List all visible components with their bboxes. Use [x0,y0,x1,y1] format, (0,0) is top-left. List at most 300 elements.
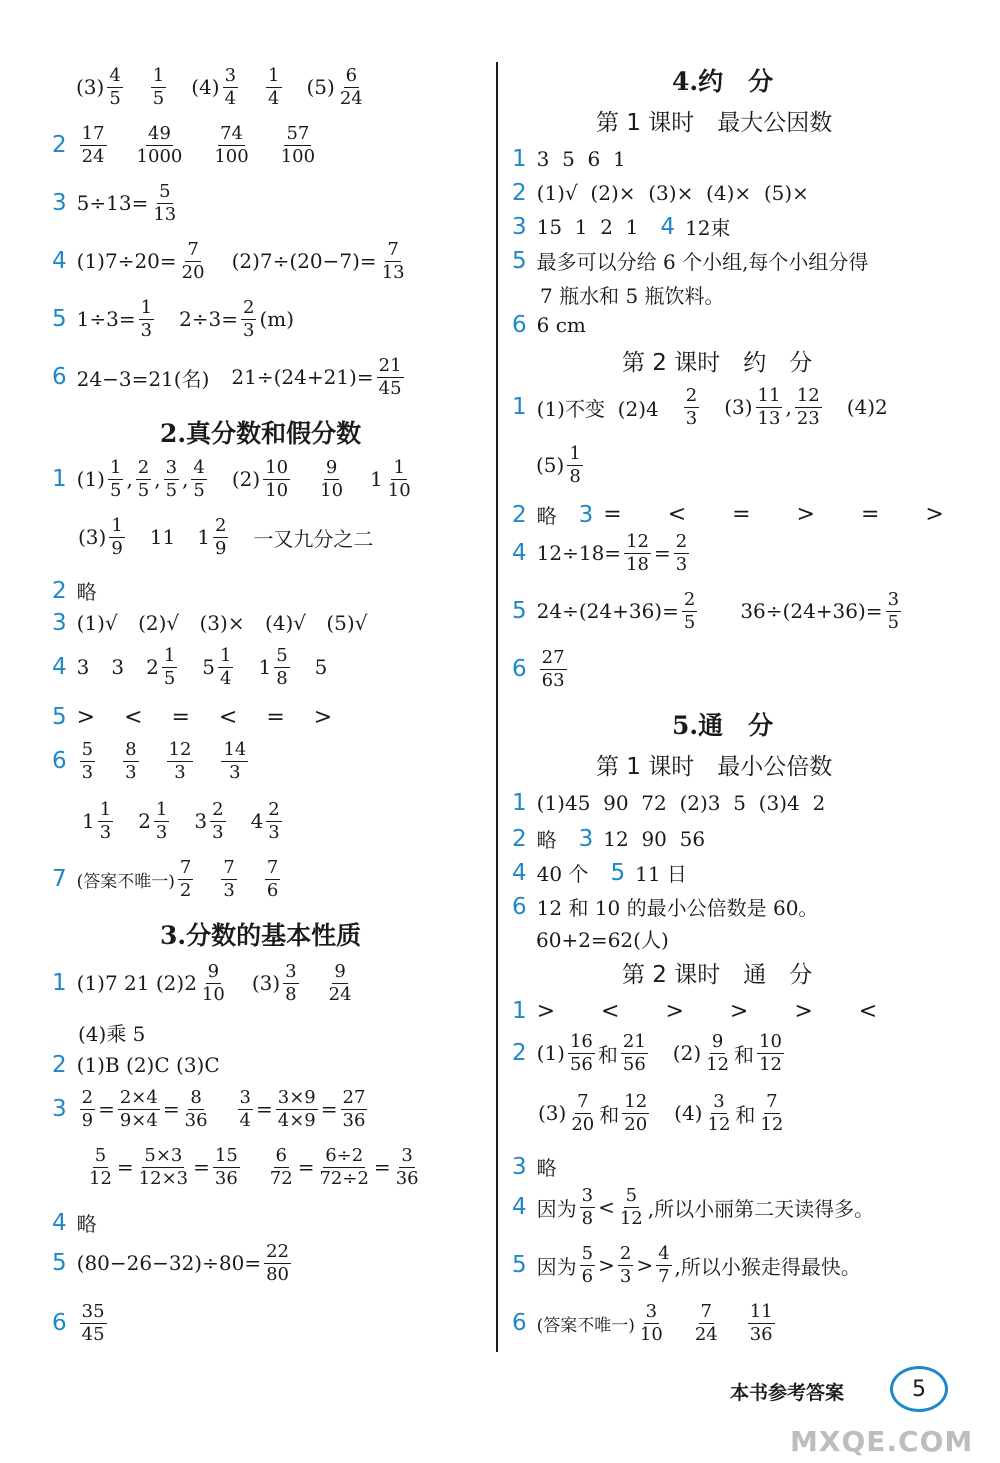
fraction [266,800,281,843]
answer-text: (3) [724,395,753,420]
denominator: 3 [99,821,112,843]
answer-text: 1 [197,525,210,550]
numerator: 1 [393,457,405,478]
answer-text: ,所以小丽第二天读得多。 [647,1196,875,1221]
answer-line [82,800,285,843]
fraction [80,124,107,167]
denominator: 5 [163,667,176,689]
denominator: 12 [759,1053,782,1075]
question-number: 5 [52,306,67,333]
question-number: 3 [578,825,594,852]
denominator: 3 [229,761,241,783]
answer-text: 12束 [685,216,731,240]
answer-text: 略 [76,1212,97,1236]
denominator: 5 [109,479,122,501]
section-heading: 2.真分数和假分数 [160,419,362,448]
numerator: 12 [626,531,649,552]
answer-text: 11 日 [635,862,687,886]
answer-line [512,180,809,206]
question-number: 4 [660,213,676,240]
fraction [151,182,178,225]
fraction [568,1032,595,1075]
answer-text: (2) [672,1041,702,1066]
answer-text: 略 [536,504,557,528]
answer-text: (1)√ (2)√ (3)× (4)√ (5)√ [76,611,368,635]
denominator: 4 [239,1109,251,1131]
fraction [221,858,236,901]
answer-text: (1)不变 (2)4 [536,396,659,421]
denominator: 3 [174,761,186,783]
numerator: 4 [109,65,121,86]
numerator: 15 [214,1145,238,1166]
answer-text: (m) [259,307,295,332]
answer-text: (1)7÷20= [76,249,177,274]
answer-line [512,1186,874,1229]
question-number: 3 [578,501,594,528]
question-number: 5 [512,1252,527,1279]
answer-text: 一又九分之二 [253,526,374,551]
numerator: 3 [285,961,297,982]
denominator: 5 [683,611,696,633]
fraction [622,1092,649,1135]
answer-text: ,所以小猴走得最快。 [674,1254,861,1279]
numerator: 6÷2 [325,1145,364,1166]
denominator: 5 [193,479,205,501]
question-number: 6 [52,1310,67,1337]
numerator: 3×9 [277,1087,316,1108]
denominator: 12 [89,1167,112,1189]
denominator: 24 [328,983,352,1005]
answer-text: (1) [536,1041,565,1066]
numerator: 9 [207,961,220,982]
denominator: 5 [137,479,150,501]
denominator: 10 [387,479,411,501]
denominator: 3 [155,821,168,843]
answer-text: 6 cm [536,313,586,337]
question-number: 4 [52,248,67,275]
numerator: 5 [94,1145,107,1166]
answer-line [512,648,570,691]
answer-line [540,280,725,309]
numerator: 4 [193,457,205,478]
question-number: 3 [52,610,67,636]
answer-text: 21÷(24+21)= [231,365,374,390]
answer-text: (1)7 21 (2)2 [76,971,197,996]
answer-text: (5) [306,75,335,100]
answer-line [52,1302,110,1345]
answer-text: 2 [138,809,151,834]
answer-line: 3 $\frac{2}{9}$ = $\frac{2\times 4}{9\times 4}$ = $\frac{8}{36}$ $\frac{3}{4}$ = $\frac{3\times 9}{4\times 9}$ = $\frac{27}{36}$ [52,1087,366,1131]
numerator: 2 [243,297,255,318]
numerator: 21 [622,1031,646,1052]
fraction [264,1242,291,1285]
fraction [136,458,151,501]
fraction [223,66,238,109]
denominator: 45 [81,1323,105,1345]
denominator: 3 [685,407,698,429]
answer-text: 1 [82,809,95,834]
fraction [263,458,290,501]
numerator: 5 [159,181,171,202]
numerator: 1 [111,515,123,536]
numerator: 21 [378,355,402,376]
fraction [80,1302,107,1345]
question-number: 2 [52,132,67,159]
question-number: 6 [512,893,527,920]
denominator: 6 [581,1265,594,1287]
fraction [213,1146,240,1189]
answer-text: > [636,1253,654,1278]
numerator: 7 [387,239,399,260]
fraction [618,1244,633,1287]
answer-line [512,1152,557,1181]
numerator: 5×3 [144,1145,183,1166]
fraction [123,740,138,783]
numerator: 6 [345,65,358,86]
fraction [706,1092,733,1135]
answer-text: (4)2 [846,395,888,420]
numerator: 1 [569,443,581,464]
page-number: 5 [890,1366,948,1412]
denominator: 18 [626,553,649,575]
fraction [183,1088,210,1131]
numerator: 1 [268,65,280,86]
answer-line [52,1242,294,1285]
answer-text: 60+2=62(人) [536,928,669,952]
fraction [279,124,317,167]
fraction [238,1088,253,1131]
question-number: 2 [52,1052,67,1078]
fraction [137,1146,190,1189]
question-number: 6 [512,312,527,338]
numerator: 1 [99,799,112,820]
fraction [704,1032,731,1075]
answer-text: (5) [536,453,565,478]
answer-text: 3 [194,809,208,834]
numerator: 11 [757,385,781,406]
fraction [580,1244,595,1287]
fraction [756,386,783,429]
answer-text: (3) [538,1101,567,1126]
column-divider [496,62,498,1352]
answer-text: 和 [599,1102,620,1127]
answer-line [512,892,818,921]
answer-text: (答案不唯一) [536,1315,635,1336]
answer-text: 因为 [536,1254,577,1279]
numerator: 3 [224,65,237,86]
numerator: 7 [223,857,235,878]
answer-text: (4)乘 5 [78,1022,146,1046]
fraction [757,1032,784,1075]
numerator: 11 [749,1301,773,1322]
numerator: 6 [275,1145,287,1166]
fraction [98,800,113,843]
numerator: 16 [569,1031,593,1052]
denominator: 56 [622,1053,646,1075]
fraction [107,66,122,109]
numerator: 12 [796,385,820,406]
answer-text: 3 [111,655,125,680]
numerator: 22 [266,1241,289,1262]
denominator: 4×9 [277,1109,316,1131]
denominator: 12 [760,1113,784,1135]
answer-text: 12 和 10 的最小公倍数是 60。 [536,896,819,920]
denominator: 8 [581,1207,594,1229]
lesson-heading: 第 1 课时 最大公因数 [596,110,833,136]
denominator: 12 [706,1053,730,1075]
question-number: 2 [512,825,527,852]
answer-line [538,1092,788,1135]
question-number: 1 [512,146,527,172]
denominator: 20 [624,1113,648,1135]
fraction [268,1146,295,1189]
answer-text: 5 [202,655,216,680]
denominator: 13 [153,203,177,225]
answer-text: 和 [735,1102,756,1127]
denominator: 9 [214,537,227,559]
answer-line: $\frac{5}{12}$ = $\frac{5\times 3}{12\times 3}$ = $\frac{15}{36}$ $\frac{6}{72}$ = $\frac{6\div 2}{72\div 2}$ = $\frac{3}{36}$ [89,1145,419,1189]
fraction [748,1302,775,1345]
fraction [380,240,407,283]
answer-text: 24−3=21(名) [76,366,210,391]
fraction [567,444,582,487]
answer-text: 40 个 [536,862,589,886]
question-number: 5 [512,598,527,625]
denominator: 3 [223,879,235,901]
numerator: 2 [214,515,227,536]
numerator: 4 [658,1243,670,1264]
denominator: 12 [619,1207,643,1229]
fraction [80,740,95,783]
fraction [135,124,185,167]
answer-text: (1)√ (2)× (3)× (4)× (5)× [536,181,809,205]
fraction [682,590,697,633]
numerator: 3 [581,1185,594,1206]
answer-text: 12÷18= [536,541,622,566]
question-number: 4 [512,859,527,886]
numerator: 35 [81,1301,105,1322]
denominator: 5 [109,87,121,109]
fraction [276,1088,318,1131]
fraction [118,1088,160,1131]
answer-line [536,444,586,487]
answer-text: 15 1 2 1 [536,214,639,239]
answer-text: > < > > > < [536,998,878,1024]
fraction [317,1146,370,1189]
section-heading: 4.约 分 [672,67,774,96]
question-number: 3 [52,1096,67,1123]
denominator: 3 [619,1265,632,1287]
denominator: 36 [184,1109,208,1131]
denominator: 56 [569,1053,593,1075]
denominator: 9×4 [119,1109,158,1131]
fraction [180,240,207,283]
numerator: 2 [268,799,280,820]
denominator: 3 [125,761,137,783]
fraction [191,458,206,501]
answer-text: 2 [146,655,159,680]
footer-label: 本书参考答案 [730,1382,845,1404]
numerator: 5 [625,1185,638,1206]
numerator: 3 [713,1091,725,1112]
denominator: 10 [320,479,344,501]
question-number: 6 [52,748,67,775]
fraction [139,298,154,341]
fraction [540,648,567,691]
denominator: 10 [639,1323,663,1345]
denominator: 4 [268,87,280,109]
fraction [154,800,169,843]
answer-text: 11 [149,525,176,550]
answer-text: (80−26−32)÷80= [76,1251,262,1276]
fraction [684,386,699,429]
question-number: 1 [512,394,527,421]
denominator: 36 [749,1323,773,1345]
answer-line [512,500,944,529]
denominator: 24 [339,87,363,109]
numerator: 3 [401,1145,413,1166]
answer-line [52,704,332,730]
answer-text: (1)45 90 72 (2)3 5 (3)4 2 [536,791,826,815]
denominator: 3 [268,821,280,843]
numerator: 7 [766,1091,778,1112]
answer-text: 略 [536,1156,557,1180]
denominator: 7 [658,1265,670,1287]
question-number: 5 [52,1250,67,1277]
numerator: 27 [342,1087,366,1108]
answer-line: 4 12÷18= $\frac{12}{18}$ = $\frac{2}{3}$ [512,531,688,575]
numerator: 5 [276,645,288,666]
lesson-heading: 第 2 课时 通 分 [622,962,813,988]
answer-line [536,924,669,953]
answer-line [52,1052,220,1078]
fraction [213,516,228,559]
answer-line [52,962,357,1005]
denominator: 24 [81,145,105,167]
numerator: 57 [286,123,310,144]
numerator: 9 [711,1031,724,1052]
numerator: 5 [81,739,94,760]
answer-text: 12 90 56 [603,826,706,851]
denominator: 72 [269,1167,293,1189]
answer-text: 36÷(24+36)= [740,599,883,624]
denominator: 13 [381,261,405,283]
answer-text: 1 [258,655,272,680]
denominator: 2 [179,879,192,901]
answer-text: (3) [76,75,105,100]
answer-text: 最多可以分给 6 个小组,每个小组分得 [536,250,869,274]
fraction [624,532,651,575]
numerator: 74 [220,123,243,144]
question-number: 4 [512,1194,527,1221]
fraction [87,1146,114,1189]
denominator: 5 [152,87,165,109]
answer-line [52,1208,97,1237]
numerator: 7 [179,857,192,878]
answer-text: 3 [76,655,90,680]
denominator: 100 [280,145,316,167]
answer-line [52,356,407,399]
denominator: 12 [707,1113,731,1135]
denominator: 3 [675,553,688,575]
numerator: 9 [325,457,338,478]
denominator: 24 [694,1323,718,1345]
fraction [200,962,227,1005]
numerator: 9 [334,961,346,982]
numerator: 2 [685,385,698,406]
lesson-heading: 第 1 课时 最小公倍数 [596,754,833,780]
fraction [674,532,689,575]
fraction [638,1302,665,1345]
answer-line [52,858,283,901]
answer-line [52,610,367,636]
denominator: 5 [165,479,178,501]
answer-text: (2) [231,467,261,492]
denominator: 9 [81,1109,94,1131]
denominator: 3 [81,761,94,783]
denominator: 3 [243,319,255,341]
question-number: 1 [512,790,527,816]
question-number: 6 [512,656,527,683]
numerator: 2 [619,1243,632,1264]
question-number: 2 [512,501,527,528]
numerator: 12 [168,739,192,760]
fraction [167,740,194,783]
denominator: 36 [342,1109,366,1131]
fraction [618,1186,645,1229]
fraction [693,1302,720,1345]
answer-line [512,858,687,887]
denominator: 72÷2 [319,1167,369,1189]
answer-line [512,824,705,853]
denominator: 3 [140,319,153,341]
lesson-heading: 第 2 课时 约 分 [622,350,813,376]
fraction [886,590,901,633]
denominator: 8 [276,667,288,689]
answer-line [78,516,373,559]
denominator: 36 [395,1167,419,1189]
denominator: 10 [265,479,289,501]
question-number: 5 [610,859,626,886]
fraction [241,298,256,341]
answer-line [512,1244,861,1287]
question-number: 5 [512,247,527,274]
numerator: 27 [541,647,565,668]
numerator: 12 [624,1091,648,1112]
answer-text: < [598,1195,615,1220]
numerator: 1 [220,645,232,666]
section-heading: 3.分数的基本性质 [160,921,362,950]
numerator: 14 [223,739,247,760]
numerator: 2 [675,531,688,552]
numerator: 2 [683,589,696,610]
question-number: 2 [512,1040,527,1067]
answer-line [52,646,327,689]
fraction [210,800,225,843]
question-number: 5 [52,704,67,730]
question-number: 4 [512,540,527,567]
answer-text: (2)7÷(20−7)= [231,249,377,274]
question-number: 2 [52,577,67,604]
answer-text: 3 5 6 1 [536,147,626,171]
answer-text: 2÷3= [179,307,239,332]
numerator: 3 [645,1301,658,1322]
fraction [758,1092,785,1135]
answer-text: (4) [191,75,220,100]
denominator: 1000 [136,145,183,167]
answer-line [52,740,251,783]
numerator: 10 [759,1031,782,1052]
